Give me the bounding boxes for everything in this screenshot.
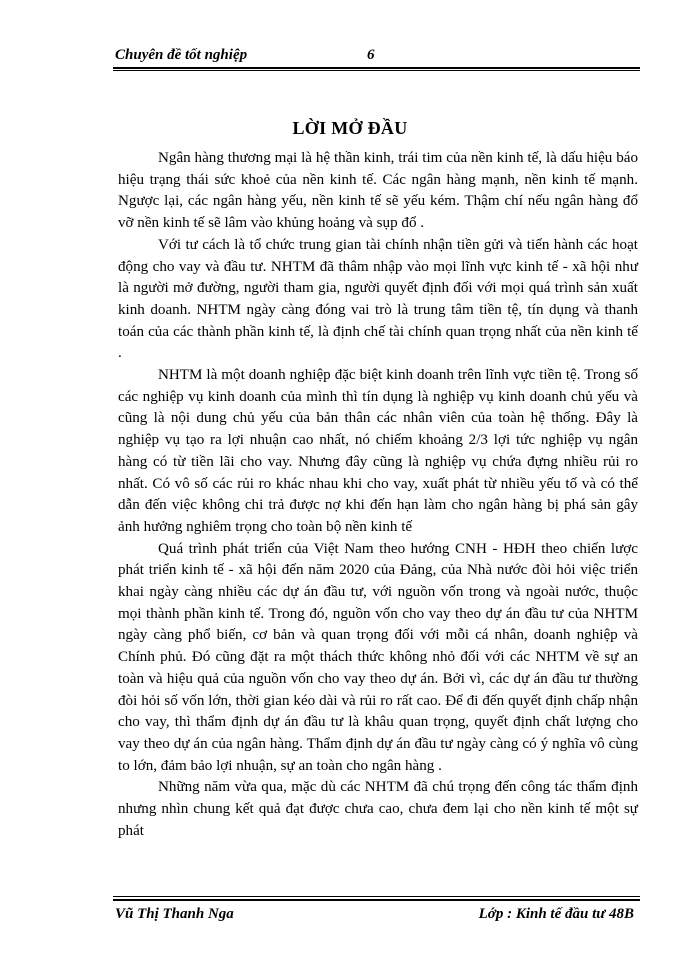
paragraph-1: Ngân hàng thương mại là hệ thần kinh, trái tim của nền kinh tế, là dấu hiệu báo hiệu trạng thái sức khoẻ của nền kinh tế. Các ngân hàng mạnh, nền kinh tế mạnh. Ngược lại, các ngân hàng yếu, nền kinh tế sẽ yếu kém. Thậm chí nếu ngân hàng đổ vỡ nền kinh tế sẽ lâm vào khủng hoảng và sụp đổ .: [118, 150, 638, 232]
paragraph-3: NHTM là một doanh nghiệp đặc biệt kinh doanh trên lĩnh vực tiền tệ. Trong số các nghiệp vụ kinh doanh của mình thì tín dụng là nghiệp vụ kinh doanh chủ yếu và cũng là nội dung chủ yếu của bản thân các nhân viên của toàn hệ thống. Đây là nghiệp vụ tạo ra lợi nhuận cao nhất, nó chiếm khoảng 2/3 lợi tức nghiệp vụ ngân hàng có từ tiền lãi cho vay. Nhưng đây cũng là nghiệp vụ chứa đựng nhiều rủi ro nhất. Có vô số các rủi ro khác nhau khi cho vay, xuất phát từ nhiều yếu tố và có thể dẫn đến việc không chi trả được nợ khi đến hạn làm cho ngân hàng bị phá sản gây ảnh hưởng nghiêm trọng cho toàn bộ nền kinh tế: [118, 367, 638, 535]
footer-rule-thick: [113, 899, 640, 901]
paragraph-5: Những năm vừa qua, mặc dù các NHTM đã chú trọng đến công tác thẩm định nhưng nhìn chung kết quả đạt được chưa cao, chưa đem lại cho nền kinh tế một sự phát: [118, 779, 638, 839]
header-title: Chuyên đề tốt nghiệp: [115, 47, 248, 63]
header-rule-thin: [113, 70, 640, 71]
page-header: [113, 44, 640, 72]
footer-class: Lớp : Kinh tế đầu tư 48B: [478, 906, 634, 922]
paragraph-2: Với tư cách là tổ chức trung gian tài chính nhận tiền gửi và tiến hành các hoạt động cho vay và đầu tư. NHTM đã thâm nhập vào mọi lĩnh vực kinh tế - xã hội như là người mở đường, người tham gia, người quyết định đối với mọi quá trình sản xuất kinh doanh. NHTM ngày càng đóng vai trò là trung tâm tiền tệ, tín dụng và thanh toán của các thành phần kinh tế, là định chế tài chính quan trọng nhất của nền kinh tế .: [118, 236, 638, 362]
header-rule-thick: [113, 67, 640, 69]
section-heading: LỜI MỞ ĐẦU: [292, 118, 408, 138]
page-footer: [113, 896, 640, 926]
paragraph-4: Quá trình phát triển của Việt Nam theo hướng CNH - HĐH theo chiến lược phát triển kinh tế - xã hội đến năm 2020 của Đảng, của Nhà nước đòi hỏi việc triển khai ngày càng nhiều các dự án đầu tư, với nguồn vốn trong và ngoài nước, thuộc mọi thành phần kinh tế. Trong đó, nguồn vốn cho vay theo dự án đầu tư của NHTM ngày càng phổ biến, cơ bản và quan trọng đối với mỗi cá nhân, doanh nghiệp và Chính phủ. Đó cũng đặt ra một thách thức không nhỏ đối với các NHTM về sự an toàn và hiệu quả của nguồn vốn cho vay theo dự án. Bởi vì, các dự án đầu tư thường đòi hỏi số vốn lớn, thời gian kéo dài và rủi ro rất cao. Để đi đến quyết định chấp nhận cho vay, thì thẩm định dự án đầu tư là khâu quan trọng, quyết định chất lượng cho vay theo dự án của ngân hàng. Thẩm định dự án đầu tư ngày càng có ý nghĩa vô cùng to lớn, đảm bảo lợi nhuận, sự an toàn cho ngân hàng .: [118, 540, 638, 774]
footer-rule-thin: [113, 896, 640, 897]
document-body: [118, 148, 638, 843]
footer-author: Vũ Thị Thanh Nga: [115, 906, 234, 922]
page-number: 6: [367, 47, 375, 63]
